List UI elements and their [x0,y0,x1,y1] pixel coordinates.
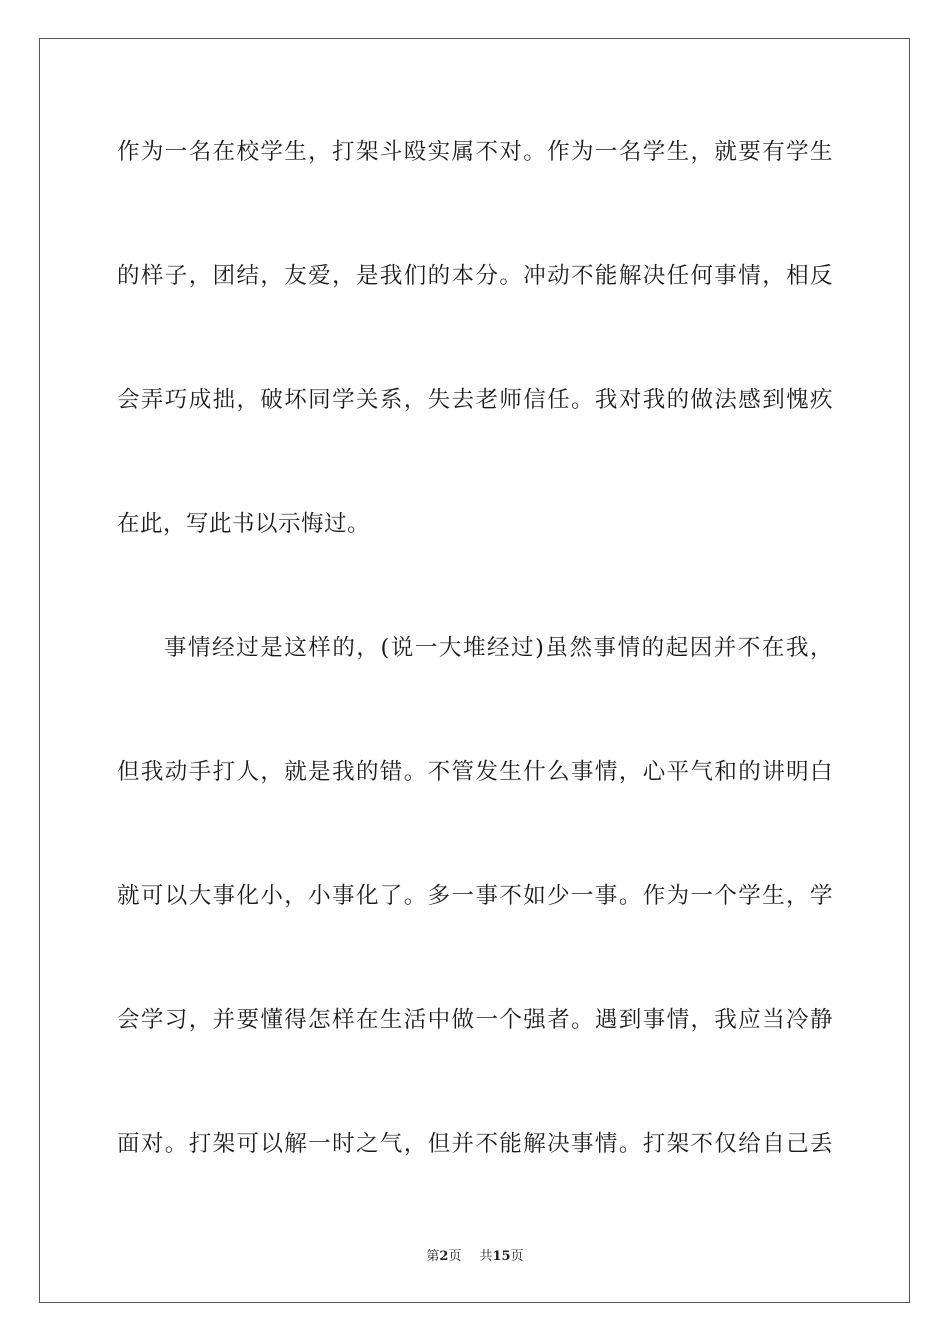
page-number: 2 [439,1249,449,1264]
text-line-6: 但我动手打人，就是我的错。不管发生什么事情，心平气和的讲明白 [117,759,833,785]
text-line-2: 的样子，团结，友爱，是我们的本分。冲动不能解决任何事情，相反 [117,263,833,289]
text-line-3: 会弄巧成拙，破坏同学关系，失去老师信任。我对我的做法感到愧疚 [117,387,833,413]
text-line-1: 作为一名在校学生，打架斗殴实属不对。作为一名学生，就要有学生 [117,139,833,165]
total-label-suffix: 页 [510,1249,524,1264]
text-line-9: 面对。打架可以解一时之气，但并不能解决事情。打架不仅给自己丢 [117,1131,833,1157]
text-line-7: 就可以大事化小，小事化了。多一事不如少一事。作为一个学生，学 [117,883,833,909]
total-label-prefix: 共 [479,1249,493,1264]
page-footer [0,1247,950,1267]
page-border [39,38,910,1303]
page-label-suffix: 页 [448,1249,462,1264]
paragraph-2-line-1: 事情经过是这样的，(说一大堆经过)虽然事情的起因并不在我， [164,635,833,661]
text-line-4: 在此，写此书以示悔过。 [117,511,371,537]
text-line-8: 会学习，并要懂得怎样在生活中做一个强者。遇到事情，我应当冷静 [117,1007,833,1033]
page-label-prefix: 第 [426,1249,440,1264]
total-pages: 15 [492,1249,511,1264]
